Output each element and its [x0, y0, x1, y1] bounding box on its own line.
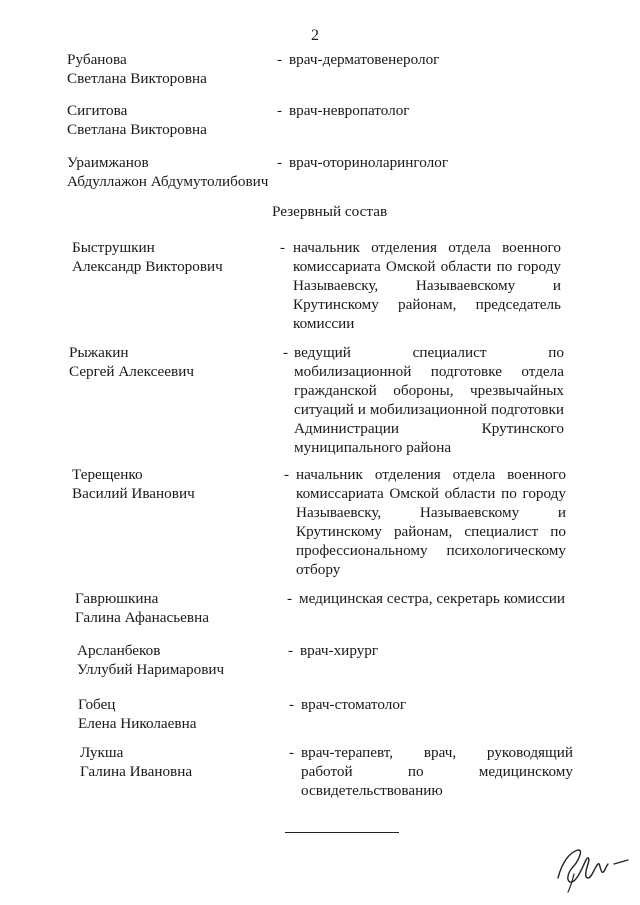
- reserve-given-names: Галина Ивановна: [80, 763, 193, 780]
- reserve-given-names: Елена Николаевна: [78, 715, 197, 732]
- dash-separator: -: [289, 744, 295, 761]
- reserve-surname: Быструшкин: [72, 239, 155, 256]
- reserve-given-names: Сергей Алексеевич: [69, 363, 194, 380]
- dash-separator: -: [277, 154, 283, 171]
- reserve-surname: Гаврюшкина: [75, 590, 159, 607]
- reserve-given-names: Александр Викторович: [72, 258, 223, 275]
- reserve-role: ведущий специалист по мобилизационной подготовке отдела гражданской обороны, чрезвычайных ситуаций и мобилизационной подготовки Администрации Крутинского муниципального района: [294, 344, 564, 456]
- dash-separator: -: [287, 590, 293, 607]
- reserve-surname: Гобец: [78, 696, 116, 713]
- end-rule: [285, 832, 399, 833]
- member-given-names: Светлана Викторовна: [67, 70, 207, 87]
- reserve-given-names: Галина Афанасьевна: [75, 609, 209, 626]
- reserve-role: врач-терапевт, врач, руководящий работой по медицинскому освидетельствованию: [301, 744, 573, 799]
- member-role: врач-дерматовенеролог: [289, 51, 440, 68]
- reserve-given-names: Василий Иванович: [72, 485, 195, 502]
- dash-separator: -: [283, 344, 289, 361]
- member-surname: Ураимжанов: [67, 154, 149, 171]
- reserve-given-names: Уллубий Наримарович: [77, 661, 225, 678]
- member-given-names: Абдуллажон Абдумутолибович: [67, 173, 269, 190]
- member-role: врач-оториноларинголог: [289, 154, 449, 171]
- reserve-surname: Лукша: [80, 744, 124, 761]
- dash-separator: -: [284, 466, 290, 483]
- page-number: 2: [311, 27, 319, 44]
- reserve-surname: Арсланбеков: [77, 642, 161, 659]
- dash-separator: -: [280, 239, 286, 256]
- member-surname: Рубанова: [67, 51, 127, 68]
- member-surname: Сигитова: [67, 102, 128, 119]
- reserve-surname: Рыжакин: [69, 344, 129, 361]
- member-given-names: Светлана Викторовна: [67, 121, 207, 138]
- signature-mark: [548, 838, 634, 894]
- reserve-surname: Терещенко: [72, 466, 143, 483]
- dash-separator: -: [289, 696, 295, 713]
- reserve-heading: Резервный состав: [272, 203, 388, 220]
- reserve-role: начальник отделения отдела военного комиссариата Омской области по городу Называевску, Называевскому и Крутинскому районам, председатель комиссии: [293, 239, 561, 332]
- member-role: врач-невропатолог: [289, 102, 410, 119]
- reserve-role: врач-хирург: [300, 642, 379, 659]
- reserve-role: начальник отделения отдела военного комиссариата Омской области по городу Называевску, Называевскому и Крутинскому районам, специалист по профессиональному психологическому отбору: [296, 466, 566, 578]
- dash-separator: -: [288, 642, 294, 659]
- dash-separator: -: [277, 51, 283, 68]
- reserve-role: врач-стоматолог: [301, 696, 407, 713]
- dash-separator: -: [277, 102, 283, 119]
- reserve-role: медицинская сестра, секретарь комиссии: [299, 590, 565, 607]
